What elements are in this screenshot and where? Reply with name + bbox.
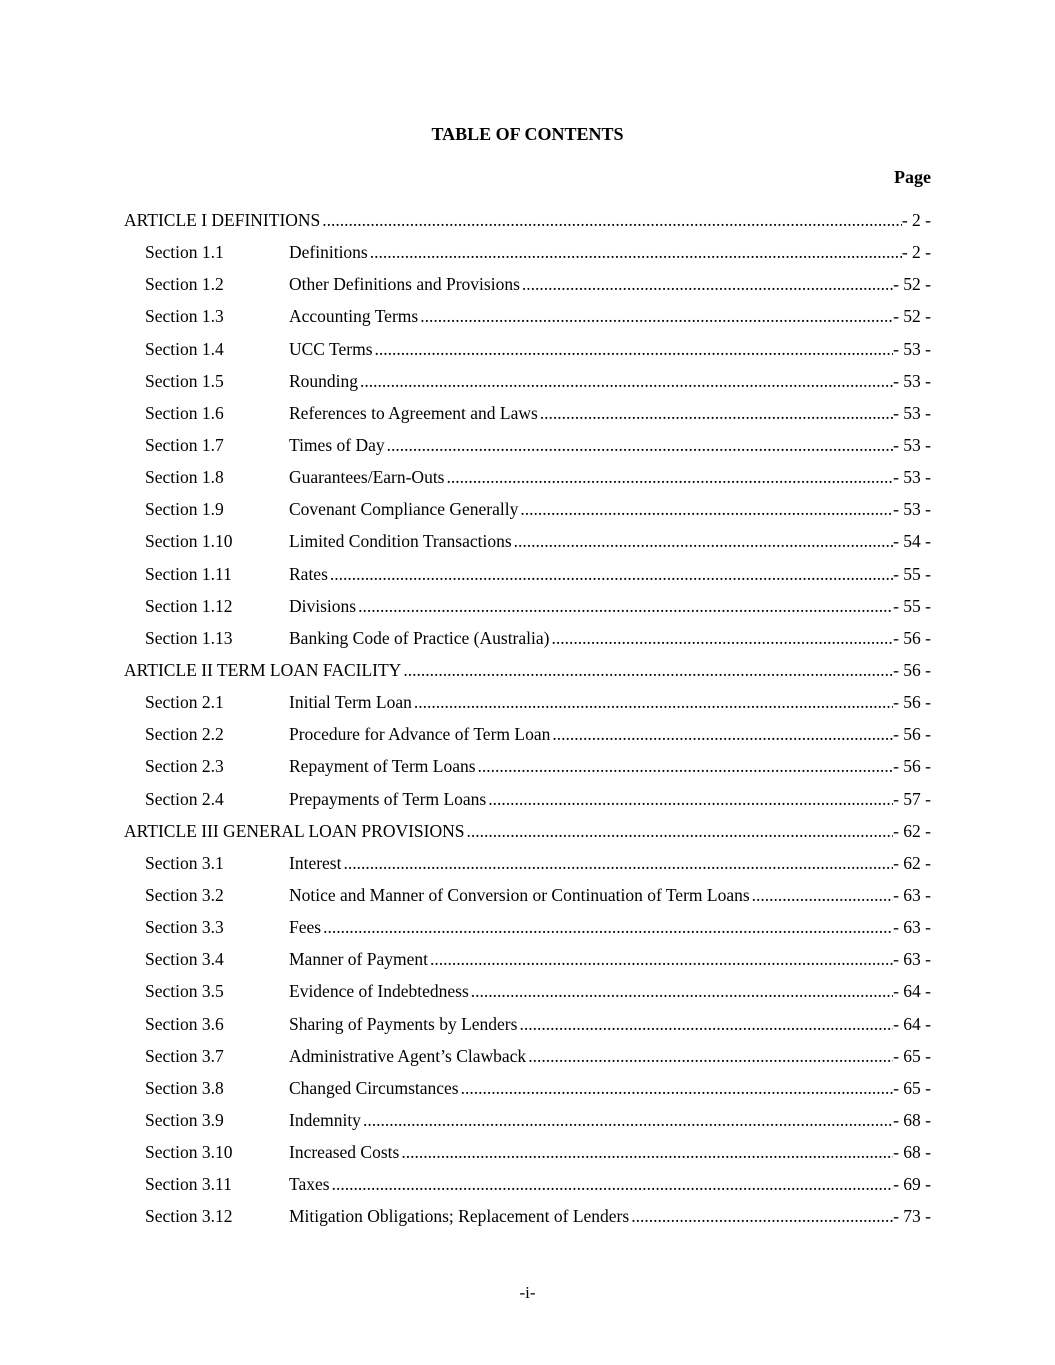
toc-section-entry[interactable] [0,402,1055,434]
toc-section-number: Section 1.3 [145,306,224,327]
dot-leader [552,723,893,745]
toc-page-number: - 53 - [893,402,931,423]
dot-leader [528,1045,893,1067]
toc-entry-title: Limited Condition Transactions [289,531,512,552]
dot-leader [322,209,902,231]
toc-page-number: - 63 - [893,884,931,905]
toc-page-number: - 53 - [893,434,931,455]
toc-page-number: - 65 - [893,1077,931,1098]
toc-page-number: - 62 - [893,820,931,841]
toc-page-number: - 56 - [893,627,931,648]
toc-section-number: Section 3.9 [145,1109,224,1130]
toc-entry-line [289,1045,931,1067]
dot-leader [330,563,893,585]
toc-section-number: Section 3.10 [145,1142,233,1163]
toc-section-number: Section 1.1 [145,242,224,263]
toc-entry-line [289,241,931,263]
toc-entry-line [289,1141,931,1163]
dot-leader [420,305,893,327]
toc-section-entry[interactable] [0,788,1055,820]
dot-leader [488,788,893,810]
toc-entry-line [289,691,931,713]
toc-entry-title: ARTICLE I DEFINITIONS [124,210,321,230]
toc-section-entry[interactable] [0,305,1055,337]
toc-entry-title: Notice and Manner of Conversion or Continuation of Term Loans [289,884,750,905]
toc-page-number: - 62 - [893,852,931,873]
toc-section-number: Section 1.7 [145,434,224,455]
toc-page-number: - 63 - [893,949,931,970]
toc-entry-line [289,370,931,392]
toc-section-entry[interactable] [0,948,1055,980]
toc-section-number: Section 3.2 [145,884,224,905]
toc-entry-line [289,595,931,617]
dot-leader [551,627,893,649]
dot-leader [387,434,893,456]
toc-entry-title: Evidence of Indebtedness [289,981,469,1002]
toc-section-number: Section 1.8 [145,467,224,488]
toc-page-number: - 56 - [893,659,931,680]
toc-section-number: Section 3.8 [145,1077,224,1098]
toc-entry-title: Administrative Agent’s Clawback [289,1045,527,1066]
toc-section-number: Section 1.2 [145,274,224,295]
toc-section-entry[interactable] [0,1045,1055,1077]
toc-entry-title: Times of Day [289,434,385,455]
toc-section-number: Section 2.2 [145,724,224,745]
toc-entry-title: Rates [289,563,328,584]
toc-entry-title: UCC Terms [289,338,373,359]
toc-page-number: - 55 - [893,563,931,584]
dot-leader [471,980,893,1002]
dot-leader [363,1109,893,1131]
toc-section-entry[interactable] [0,466,1055,498]
toc-section-entry[interactable] [0,980,1055,1012]
toc-entry-line [289,338,931,360]
toc-entry-title: Fees [289,917,322,938]
toc-page-number: - 52 - [893,306,931,327]
toc-page-number: - 53 - [893,370,931,391]
toc-page-number: - 56 - [893,692,931,713]
toc-section-number: Section 3.5 [145,981,224,1002]
toc-entry-title: Accounting Terms [289,306,419,327]
toc-section-entry[interactable] [0,498,1055,530]
toc-section-entry[interactable] [0,273,1055,305]
dot-leader [519,1013,893,1035]
toc-entry-line [289,434,931,456]
toc-section-entry[interactable] [0,241,1055,273]
toc-entry-line [289,948,931,970]
toc-page-number: - 53 - [893,467,931,488]
toc-section-number: Section 1.13 [145,627,233,648]
toc-page-number: - 68 - [893,1142,931,1163]
toc-section-entry[interactable] [0,1077,1055,1109]
page-footer-number: -i- [519,1283,536,1302]
toc-section-entry[interactable] [0,370,1055,402]
toc-section-entry[interactable] [0,563,1055,595]
toc-article-entry[interactable] [0,659,1055,691]
dot-leader [401,1141,893,1163]
dot-leader [540,402,893,424]
toc-section-entry[interactable] [0,852,1055,884]
toc-entry-title: References to Agreement and Laws [289,402,538,423]
toc-entry-title: Repayment of Term Loans [289,756,476,777]
toc-entry-line [124,820,931,842]
toc-page-number: - 54 - [893,531,931,552]
toc-entry-line [289,1013,931,1035]
toc-entry-line [289,1173,931,1195]
toc-section-number: Section 1.11 [145,563,232,584]
toc-entry-title: Interest [289,852,342,873]
toc-page-number: - 53 - [893,338,931,359]
page-column-header: Page [894,167,931,187]
toc-entry-line [289,916,931,938]
dot-leader [323,916,893,938]
dot-leader [514,530,893,552]
toc-entry-title: Changed Circumstances [289,1077,459,1098]
toc-entry-title: ARTICLE III GENERAL LOAN PROVISIONS [124,820,465,841]
dot-leader [447,466,894,488]
toc-entry-title: Sharing of Payments by Lenders [289,1013,518,1034]
toc-section-number: Section 3.3 [145,917,224,938]
toc-page-number: - 56 - [893,756,931,777]
toc-list [0,209,1055,1238]
toc-entry-line [289,273,931,295]
toc-section-number: Section 1.9 [145,499,224,520]
toc-section-number: Section 3.6 [145,1013,224,1034]
toc-page-number: - 53 - [893,499,931,520]
dot-leader [430,948,893,970]
toc-entry-line [289,852,931,874]
dot-leader [370,241,902,263]
toc-page-number: - 64 - [893,981,931,1002]
toc-section-entry[interactable] [0,1013,1055,1045]
toc-entry-title: Guarantees/Earn-Outs [289,467,445,488]
toc-page-number: - 52 - [893,274,931,295]
dot-leader [478,755,894,777]
toc-entry-title: Prepayments of Term Loans [289,788,487,809]
toc-entry-title: Banking Code of Practice (Australia) [289,627,550,648]
toc-page-number: - 63 - [893,917,931,938]
toc-section-entry[interactable] [0,916,1055,948]
toc-entry-title: Manner of Payment [289,949,428,970]
toc-section-number: Section 2.3 [145,756,224,777]
dot-leader [375,338,894,360]
toc-section-number: Section 1.12 [145,595,233,616]
dot-leader [360,370,893,392]
dot-leader [461,1077,893,1099]
toc-entry-line [124,209,931,231]
toc-section-entry[interactable] [0,755,1055,787]
toc-entry-line [289,788,931,810]
toc-entry-title: Indemnity [289,1109,361,1130]
toc-section-entry[interactable] [0,691,1055,723]
toc-page-number: - 56 - [893,724,931,745]
toc-entry-line [289,563,931,585]
toc-section-number: Section 2.1 [145,692,224,713]
toc-entry-title: Taxes [289,1174,330,1195]
dot-leader [332,1173,894,1195]
toc-section-number: Section 1.4 [145,338,224,359]
toc-page-number: - 55 - [893,595,931,616]
toc-section-entry[interactable] [0,530,1055,562]
toc-section-number: Section 1.5 [145,370,224,391]
toc-article-entry[interactable] [0,209,1055,241]
toc-section-entry[interactable] [0,723,1055,755]
toc-entry-line [289,530,931,552]
toc-entry-title: Divisions [289,595,357,616]
dot-leader [358,595,893,617]
toc-entry-line [289,305,931,327]
dot-leader [520,498,893,520]
toc-entry-line [289,402,931,424]
toc-entry-title: Other Definitions and Provisions [289,274,520,295]
toc-section-number: Section 2.4 [145,788,224,809]
toc-title: TABLE OF CONTENTS [431,124,624,144]
toc-entry-line [289,755,931,777]
toc-section-entry[interactable] [0,1141,1055,1173]
toc-section-entry[interactable] [0,595,1055,627]
dot-leader [403,659,893,681]
toc-section-number: Section 1.6 [145,402,224,423]
toc-entry-line [289,1109,931,1131]
toc-entry-title: Procedure for Advance of Term Loan [289,724,551,745]
toc-entry-line [289,980,931,1002]
toc-entry-line [124,659,931,681]
toc-section-entry[interactable] [0,434,1055,466]
toc-section-entry[interactable] [0,627,1055,659]
toc-section-entry[interactable] [0,1173,1055,1205]
toc-entry-line [289,627,931,649]
toc-page-number: - 69 - [893,1174,931,1195]
toc-article-entry[interactable] [0,820,1055,852]
toc-entry-title: Mitigation Obligations; Replacement of Lenders [289,1206,630,1227]
toc-page-number: - 73 - [893,1206,931,1227]
toc-entry-line [289,884,931,906]
toc-page-number: - 65 - [893,1045,931,1066]
toc-entry-title: ARTICLE II TERM LOAN FACILITY [124,659,402,680]
toc-entry-title: Increased Costs [289,1142,400,1163]
toc-section-entry[interactable] [0,338,1055,370]
toc-section-entry[interactable] [0,1109,1055,1141]
toc-entry-title: Definitions [289,242,368,263]
toc-entry-title: Covenant Compliance Generally [289,499,519,520]
dot-leader [414,691,893,713]
toc-section-number: Section 3.11 [145,1174,232,1195]
toc-entry-line [289,1077,931,1099]
toc-entry-line [289,1205,931,1227]
toc-page-number: - 68 - [893,1109,931,1130]
dot-leader [752,884,893,906]
toc-page-number: - 57 - [893,788,931,809]
toc-section-number: Section 3.4 [145,949,224,970]
toc-entry-line [289,466,931,488]
dot-leader [631,1205,893,1227]
toc-entry-title: Rounding [289,370,359,391]
toc-page-number: - 2 - [901,210,931,230]
toc-page-number: - 64 - [893,1013,931,1034]
toc-entry-line [289,723,931,745]
toc-section-number: Section 3.7 [145,1045,224,1066]
toc-section-number: Section 3.1 [145,852,224,873]
dot-leader [467,820,894,842]
toc-section-entry[interactable] [0,1205,1055,1237]
toc-section-entry[interactable] [0,884,1055,916]
toc-entry-line [289,498,931,520]
toc-entry-title: Initial Term Loan [289,692,412,713]
dot-leader [522,273,893,295]
dot-leader [343,852,893,874]
toc-section-number: Section 1.10 [145,531,233,552]
toc-section-number: Section 3.12 [145,1206,233,1227]
toc-page-number: - 2 - [901,242,931,263]
